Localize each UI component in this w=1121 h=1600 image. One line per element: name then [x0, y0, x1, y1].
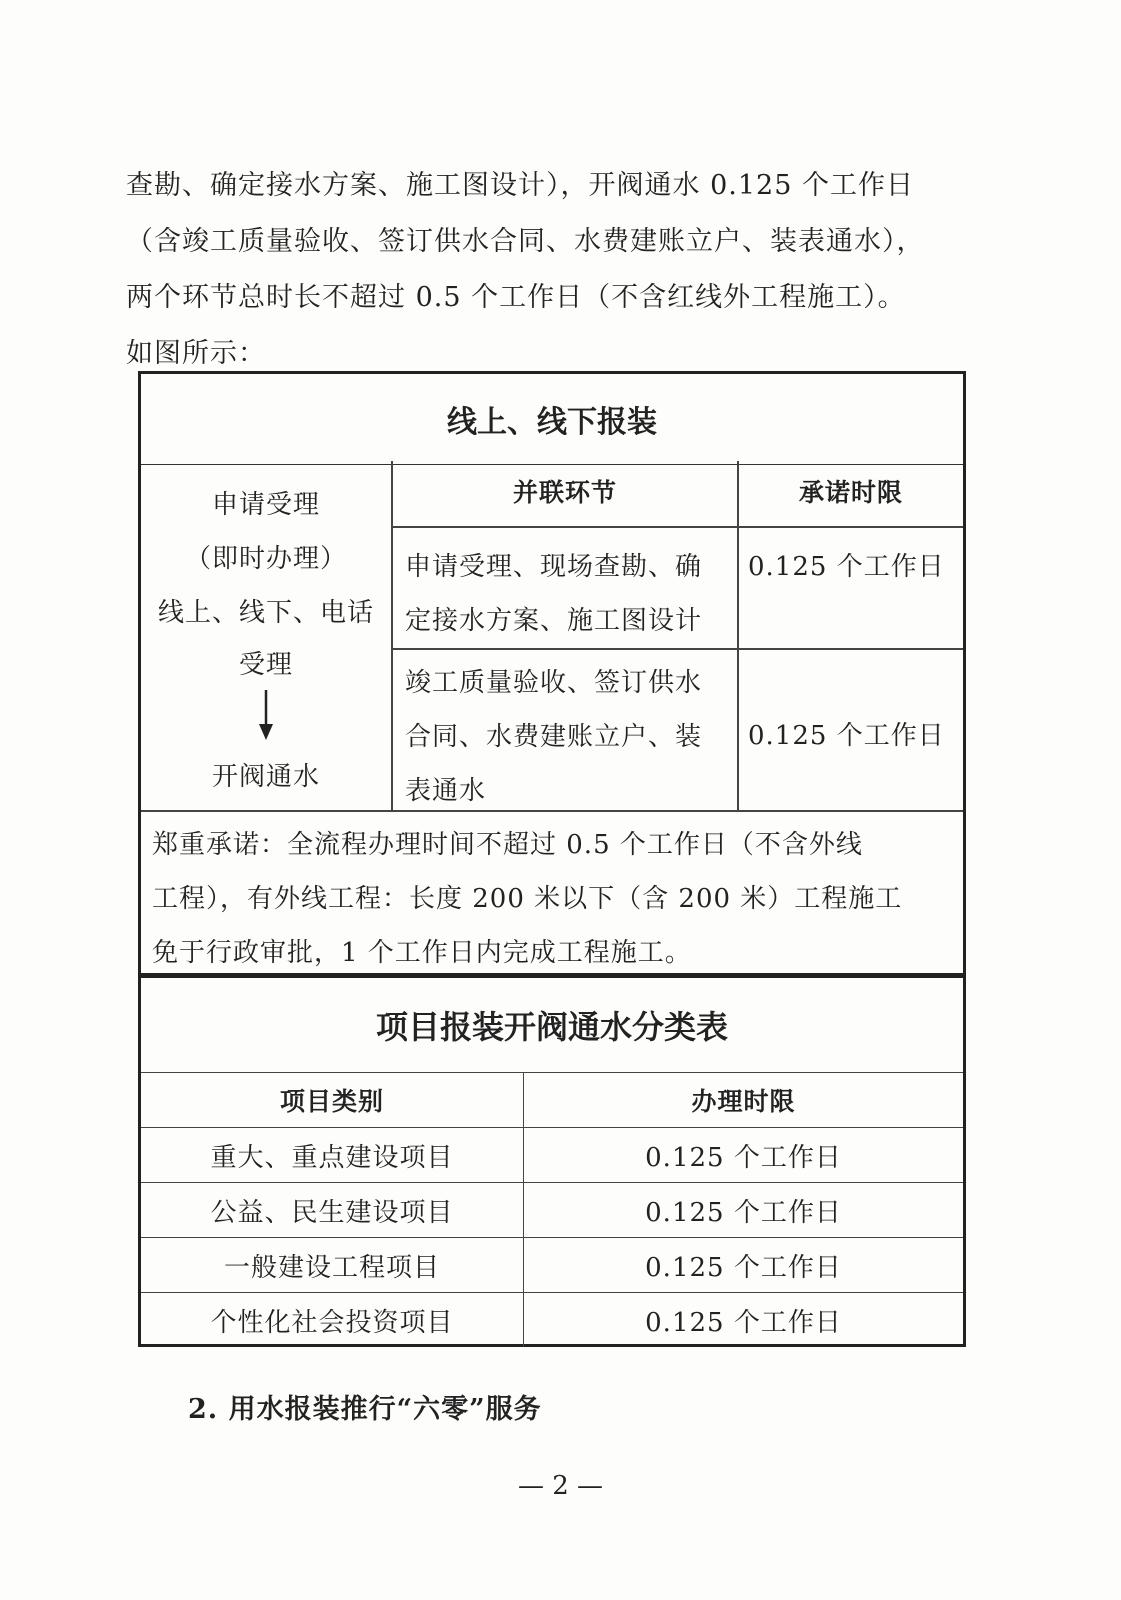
- limit-cell: 0.125 个工作日: [645, 1307, 842, 1338]
- parallel-step-line: 申请受理、现场查勘、确: [405, 552, 703, 582]
- left-column: [141, 478, 391, 690]
- header-time-limit: 办理时限: [691, 1087, 796, 1116]
- left-line: （即时办理）: [184, 544, 347, 574]
- parallel-step-line: 竣工质量验收、签订供水: [405, 668, 703, 698]
- table-divider: [391, 526, 963, 528]
- promise-line: 郑重承诺：全流程办理时间不超过 0.5 个工作日（不含外线: [152, 830, 863, 860]
- header-limit: 承诺时限: [798, 478, 903, 507]
- limit-1: 0.125 个工作日: [748, 552, 945, 582]
- category-cell: 重大、重点建设项目: [141, 1128, 524, 1182]
- header-parallel: 并联环节: [512, 478, 617, 507]
- online-offline-title: 线上、线下报装: [141, 374, 963, 465]
- parallel-step-2: [405, 656, 702, 818]
- classification-title: 项目报装开阀通水分类表: [141, 978, 963, 1073]
- intro-line: （含竣工质量验收、签订供水合同、水费建账立户、装表通水），: [126, 226, 925, 257]
- page-number: — 2 —: [517, 1471, 604, 1501]
- limit-cell: 0.125 个工作日: [645, 1252, 842, 1283]
- section-subheading: 2. 用水报装推行“六零”服务: [188, 1394, 542, 1425]
- promise-line: 工程），有外线工程：长度 200 米以下（含 200 米）工程施工: [152, 884, 903, 914]
- parallel-step-line: 定接水方案、施工图设计: [405, 606, 703, 636]
- category-cell: 公益、民生建设项目: [141, 1183, 524, 1237]
- intro-paragraph: [126, 158, 966, 382]
- header-category: 项目类别: [141, 1073, 524, 1127]
- intro-line: 查勘、确定接水方案、施工图设计），开阀通水 0.125 个工作日: [126, 170, 914, 201]
- classification-table: [138, 975, 966, 1347]
- intro-line: 两个环节总时长不超过 0.5 个工作日（不含红线外工程施工）。: [126, 282, 906, 313]
- table-row: [141, 1237, 963, 1292]
- parallel-step-1: [405, 540, 702, 648]
- promise-text: [152, 818, 902, 980]
- promise-line: 免于行政审批，1 个工作日内完成工程施工。: [152, 938, 692, 968]
- limit-cell: 0.125 个工作日: [645, 1197, 842, 1228]
- table-divider: [391, 648, 963, 650]
- limit-2: 0.125 个工作日: [748, 721, 945, 751]
- category-cell: 个性化社会投资项目: [141, 1293, 524, 1347]
- arrow-down-icon: [258, 690, 274, 740]
- table-header-row: [141, 1072, 963, 1127]
- table-row: [141, 1182, 963, 1237]
- intro-line: 如图所示：: [126, 338, 266, 369]
- parallel-step-line: 合同、水费建账立户、装: [405, 722, 703, 752]
- table-row: [141, 1292, 963, 1347]
- left-bottom-label: 开阀通水: [211, 762, 320, 792]
- limit-cell: 0.125 个工作日: [645, 1142, 842, 1173]
- table-row: [141, 1127, 963, 1182]
- category-cell: 一般建设工程项目: [141, 1238, 524, 1292]
- left-line: 受理: [238, 650, 293, 680]
- left-line: 申请受理: [211, 490, 320, 520]
- parallel-step-line: 表通水: [405, 776, 487, 806]
- left-line: 线上、线下、电话: [157, 598, 374, 628]
